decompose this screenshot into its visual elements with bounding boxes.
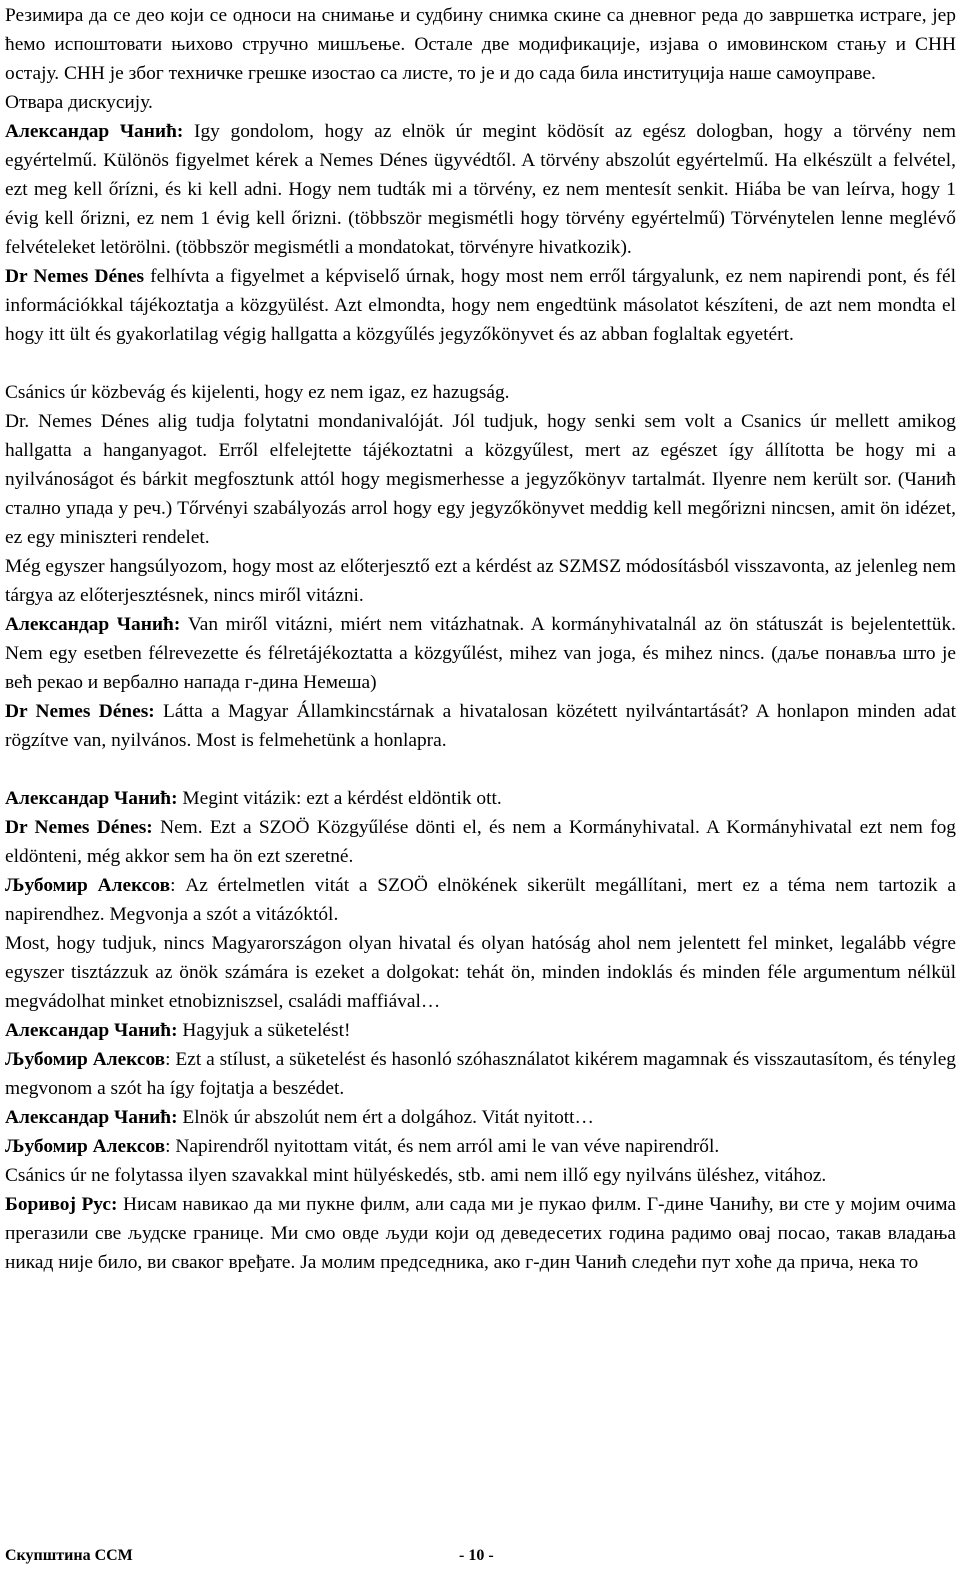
paragraph — [5, 1103, 956, 1132]
speaker-name: Dr Nemes Dénes: — [5, 817, 153, 838]
speaker-name: Dr Nemes Dénes — [5, 266, 144, 287]
paragraph-text: Резимира да се део који се односи на снимање и судбину снимка скине са дневног реда до завршетка истраге, јер ћемо испоштовати њихово стручно мишљење. Остале две модификације, изјава о имовинском стању и СНН остају. СНН је због техничке грешке изостао са листе, то је и до сада била институција наше самоуправе. — [5, 5, 956, 84]
paragraph-text: Отвара дискусију. — [5, 92, 153, 113]
paragraph-text: Hagyjuk a süketelést! — [182, 1020, 351, 1041]
paragraph — [5, 1132, 956, 1161]
paragraph — [5, 813, 956, 871]
speaker-name: Александар Чанић: — [5, 788, 178, 809]
paragraph — [5, 1190, 956, 1277]
paragraph-text: Elnök úr abszolút nem ért a dolgához. Vitát nyitott… — [182, 1107, 594, 1128]
paragraph-text: Csánics úr közbevág és kijelenti, hogy ez nem igaz, ez hazugság. — [5, 382, 510, 403]
speaker-name: Љубомир Алексов — [5, 1136, 166, 1157]
speaker-name: Александар Чанић: — [5, 1107, 178, 1128]
paragraph — [5, 1045, 956, 1103]
speaker-name: Љубомир Алексов — [5, 1049, 166, 1070]
speaker-name: Александар Чанић: — [5, 614, 181, 635]
paragraph-text: : Az értelmetlen vitát a SZOÖ elnökének sikerült megállítani, mert ez a téma nem tartozik a napirendhez. Megvonja a szót a vitázóktól. — [5, 875, 956, 925]
paragraph-text: Megint vitázik: ezt a kérdést eldöntik ott. — [182, 788, 502, 809]
paragraph-text: Nem. Ezt a SZOÖ Közgyűlése dönti el, és nem a Kormányhivatal. A Kormányhivatal ezt nem fog eldönteni, még akkor sem ha ön ezt szeretné. — [5, 817, 956, 867]
paragraph-text: felhívta a figyelmet a képviselő úrnak, hogy most nem erről tárgyalunk, ez nem napirendi pont, és fél információkkal tájékoztatja a közgyülést. Azt elmondta, hogy nem engedtünk másolatot készíteni, de azt nem mondta el hogy itt ült és gyakorlatilag végig hallgatta a közgyűlés jegyzőkönyvet és az abban foglaltak egyetért. — [5, 266, 956, 345]
paragraph — [5, 262, 956, 349]
paragraph — [5, 929, 956, 1016]
paragraph — [5, 1161, 956, 1190]
paragraph-text: Most, hogy tudjuk, nincs Magyarországon olyan hivatal és olyan hatóság ahol nem jelentett fel minket, legalább végre egyszer tisztázzuk az önök számára is ezeket a dolgokat: tehát ön, minden indoklás és minden féle argumentum nélkül megvádolhat minket etnobizniszsel, családi maffiával… — [5, 933, 956, 1012]
paragraph-text: : Napirendről nyitottam vitát, és nem arról ami le van véve napirendről. — [165, 1136, 720, 1157]
speaker-name: Боривој Рус: — [5, 1194, 118, 1215]
paragraph-text: Még egyszer hangsúlyozom, hogy most az előterjesztő ezt a kérdést az SZMSZ módosításból visszavonta, az jelenleg nem tárgya az előterjesztésnek, nincs miről vitázni. — [5, 556, 956, 606]
paragraph — [5, 871, 956, 929]
paragraph-text: Csánics úr ne folytassa ilyen szavakkal mint hülyéskedés, stb. ami nem illő egy nyilváns üléshez, vitához. — [5, 1165, 827, 1186]
paragraph-text: Van miről vitázni, miért nem vitázhatnak. A kormányhivatalnál az ön státuszát is bejelentettük. Nem egy esetben félrevezette és félretájékoztatta a közgyűlést, mihez van joga, és mihez nincs. (даље понавља што је већ рекао и вербално напада г-дина Немеша) — [5, 614, 956, 693]
paragraph-text: : Ezt a stílust, a süketelést és hasonló szóhasználatot kikérem magamnak és visszautasítom, és tényleg megvonom a szót ha így fojtatja a beszédet. — [5, 1049, 957, 1099]
page-number: - 10 - — [459, 1547, 494, 1564]
speaker-name: Александар Чанић: — [5, 1020, 178, 1041]
paragraph — [5, 117, 956, 262]
paragraph — [5, 407, 956, 552]
speaker-name: Љубомир Алексов — [5, 875, 171, 896]
paragraph — [5, 378, 956, 407]
paragraph-text: Igy gondolom, hogy az elnök úr megint ködösít az egész dologban, hogy a törvény nem egyértelmű. Különös figyelmet kérek a Nemes Dénes ügyvédtől. A törvény abszolút egyértelmű. Ha elkészült a felvétel, ezt meg kell őrízni, és ki kell adni. Hogy nem tudták mi a törvény, ez nem mentesít senkit. Hiába be van leírva, hogy 1 évig kell őrizni, ez nem 1 évig kell őrizni. (többször megismétli hogy törvény egyértelmű) Törvénytelen lenne meglévő felvételeket letörölni. (többször megismétli a mondatokat, törvényre hivatkozik). — [5, 121, 956, 258]
paragraph-text: Látta a Magyar Államkincstárnak a hivatalosan közétett nyilvántartását? A honlapon minden adat rögzítve van, nyilvános. Most is felmehetünk a honlapra. — [5, 701, 956, 751]
paragraph — [5, 1, 956, 88]
paragraph — [5, 1016, 956, 1045]
paragraph — [5, 697, 956, 755]
speaker-name: Dr Nemes Dénes: — [5, 701, 155, 722]
paragraph — [5, 784, 956, 813]
paragraph — [5, 552, 956, 610]
paragraph-text: Нисам навикао да ми пукне филм, али сада ми је пукао филм. Г-дине Чанићу, ви сте у мојим очима прегазили све људске границе. Ми смо овде људи који од деведесетих година радимо овај посао, такав владања никад није било, ви сваког вређате. Ја молим председника, ако г-дин Чанић следећи пут хоће да прича, нека то — [5, 1194, 956, 1273]
paragraph — [5, 610, 956, 697]
paragraph — [5, 88, 956, 117]
paragraph-text: Dr. Nemes Dénes alig tudja folytatni mondanivalóját. Jól tudjuk, hogy senki sem volt a Csanics úr mellett amikog hallgatta a hanganyagot. Erről elfelejtette tájékoztatni a közgyűlest, mert az egészet így állította be hogy mi a nyilvánoságot és bárkit megfosztunk attól hogy megismerhesse a jegyzőkönyv tartalmát. Ilyenre nem került sor. (Чанић стално упада у реч.) Tőrvényi szabályozás arrol hogy egy jegyzőkönyvet meddig kell megőrizni nincsen, amit ön idézet, ez egy miniszteri rendelet. — [5, 411, 956, 548]
document-body — [5, 1, 956, 1277]
speaker-name: Александар Чанић: — [5, 121, 184, 142]
footer-organization: Скупштина ССМ — [5, 1547, 133, 1564]
